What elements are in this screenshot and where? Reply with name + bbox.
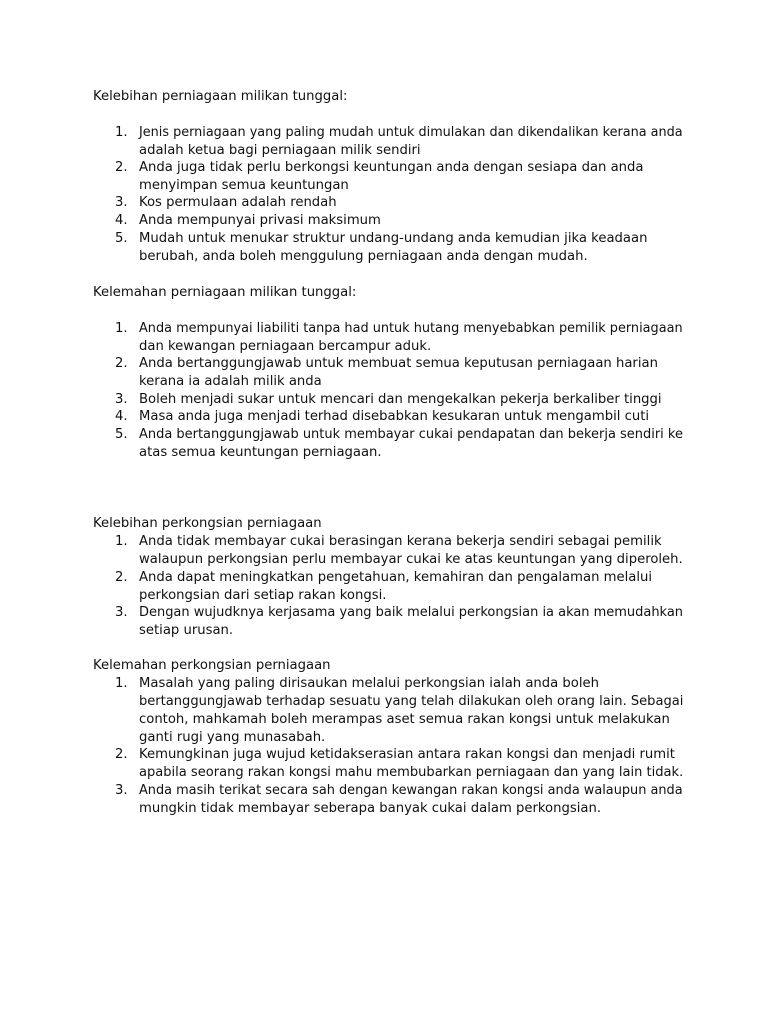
- list-number: 3.: [115, 195, 128, 210]
- section-heading-kelebihan-perkongsian: Kelebihan perkongsian perniagaan: [93, 516, 322, 531]
- list-number: 1.: [115, 534, 128, 549]
- list-number: 4.: [115, 213, 128, 228]
- list-text: Masa anda juga menjadi terhad disebabkan kesukaran untuk mengambil cuti: [139, 409, 650, 424]
- list-text: setiap urusan.: [139, 623, 234, 638]
- list-text: walaupun perkongsian perlu membayar cukai ke atas keuntungan yang diperoleh.: [139, 552, 683, 567]
- list-text: Jenis perniagaan yang paling mudah untuk dimulakan dan dikendalikan kerana anda: [139, 125, 683, 140]
- list-text: bertanggungjawab terhadap sesuatu yang telah dilakukan oleh orang lain. Sebagai: [139, 694, 684, 709]
- list-text: Anda bertanggungjawab untuk membayar cukai pendapatan dan bekerja sendiri ke: [139, 427, 683, 442]
- list-text: Anda dapat meningkatkan pengetahuan, kemahiran dan pengalaman melalui: [139, 570, 653, 585]
- list-text: apabila seorang rakan kongsi mahu membubarkan perniagaan dan yang lain tidak.: [139, 765, 684, 780]
- list-text: menyimpan semua keuntungan: [139, 178, 349, 193]
- list-number: 2.: [115, 160, 128, 175]
- list-number: 2.: [115, 747, 128, 762]
- section-heading-kelemahan-milikan-tunggal: Kelemahan perniagaan milikan tunggal:: [93, 285, 357, 300]
- list-number: 2.: [115, 570, 128, 585]
- list-text: Dengan wujudknya kerjasama yang baik melalui perkongsian ia akan memudahkan: [139, 605, 683, 620]
- list-text: Boleh menjadi sukar untuk mencari dan mengekalkan pekerja berkaliber tinggi: [139, 392, 662, 407]
- list-number: 1.: [115, 676, 128, 691]
- list-number: 5.: [115, 231, 128, 246]
- list-text: atas semua keuntungan perniagaan.: [139, 445, 382, 460]
- list-text: contoh, mahkamah boleh merampas aset semua rakan kongsi untuk melakukan: [139, 712, 670, 727]
- list-text: Anda tidak membayar cukai berasingan kerana bekerja sendiri sebagai pemilik: [139, 534, 662, 549]
- list-text: berubah, anda boleh menggulung perniagaan anda dengan mudah.: [139, 249, 588, 264]
- list-text: Kemungkinan juga wujud ketidakserasian antara rakan kongsi dan menjadi rumit: [139, 747, 675, 762]
- list-number: 2.: [115, 356, 128, 371]
- list-text: Anda mempunyai liabiliti tanpa had untuk hutang menyebabkan pemilik perniagaan: [139, 321, 683, 336]
- list-number: 1.: [115, 321, 128, 336]
- list-text: Anda juga tidak perlu berkongsi keuntungan anda dengan sesiapa dan anda: [139, 160, 644, 175]
- list-text: perkongsian dari setiap rakan kongsi.: [139, 588, 387, 603]
- list-text: Anda mempunyai privasi maksimum: [139, 213, 381, 228]
- list-text: Kos permulaan adalah rendah: [139, 195, 337, 210]
- section-heading-kelebihan-milikan-tunggal: Kelebihan perniagaan milikan tunggal:: [93, 89, 348, 104]
- list-number: 3.: [115, 392, 128, 407]
- list-number: 1.: [115, 125, 128, 140]
- list-text: dan kewangan perniagaan bercampur aduk.: [139, 339, 432, 354]
- list-text: Masalah yang paling dirisaukan melalui perkongsian ialah anda boleh: [139, 676, 599, 691]
- list-text: ganti rugi yang munasabah.: [139, 730, 326, 745]
- list-number: 3.: [115, 783, 128, 798]
- list-text: kerana ia adalah milik anda: [139, 374, 322, 389]
- list-text: Anda bertanggungjawab untuk membuat semua keputusan perniagaan harian: [139, 356, 658, 371]
- list-text: mungkin tidak membayar seberapa banyak cukai dalam perkongsian.: [139, 801, 602, 816]
- list-number: 5.: [115, 427, 128, 442]
- list-text: adalah ketua bagi perniagaan milik sendiri: [139, 143, 421, 158]
- section-heading-kelemahan-perkongsian: Kelemahan perkongsian perniagaan: [93, 658, 331, 673]
- list-number: 3.: [115, 605, 128, 620]
- list-text: Anda masih terikat secara sah dengan kewangan rakan kongsi anda walaupun anda: [139, 783, 683, 798]
- list-number: 4.: [115, 409, 128, 424]
- list-text: Mudah untuk menukar struktur undang-undang anda kemudian jika keadaan: [139, 231, 648, 246]
